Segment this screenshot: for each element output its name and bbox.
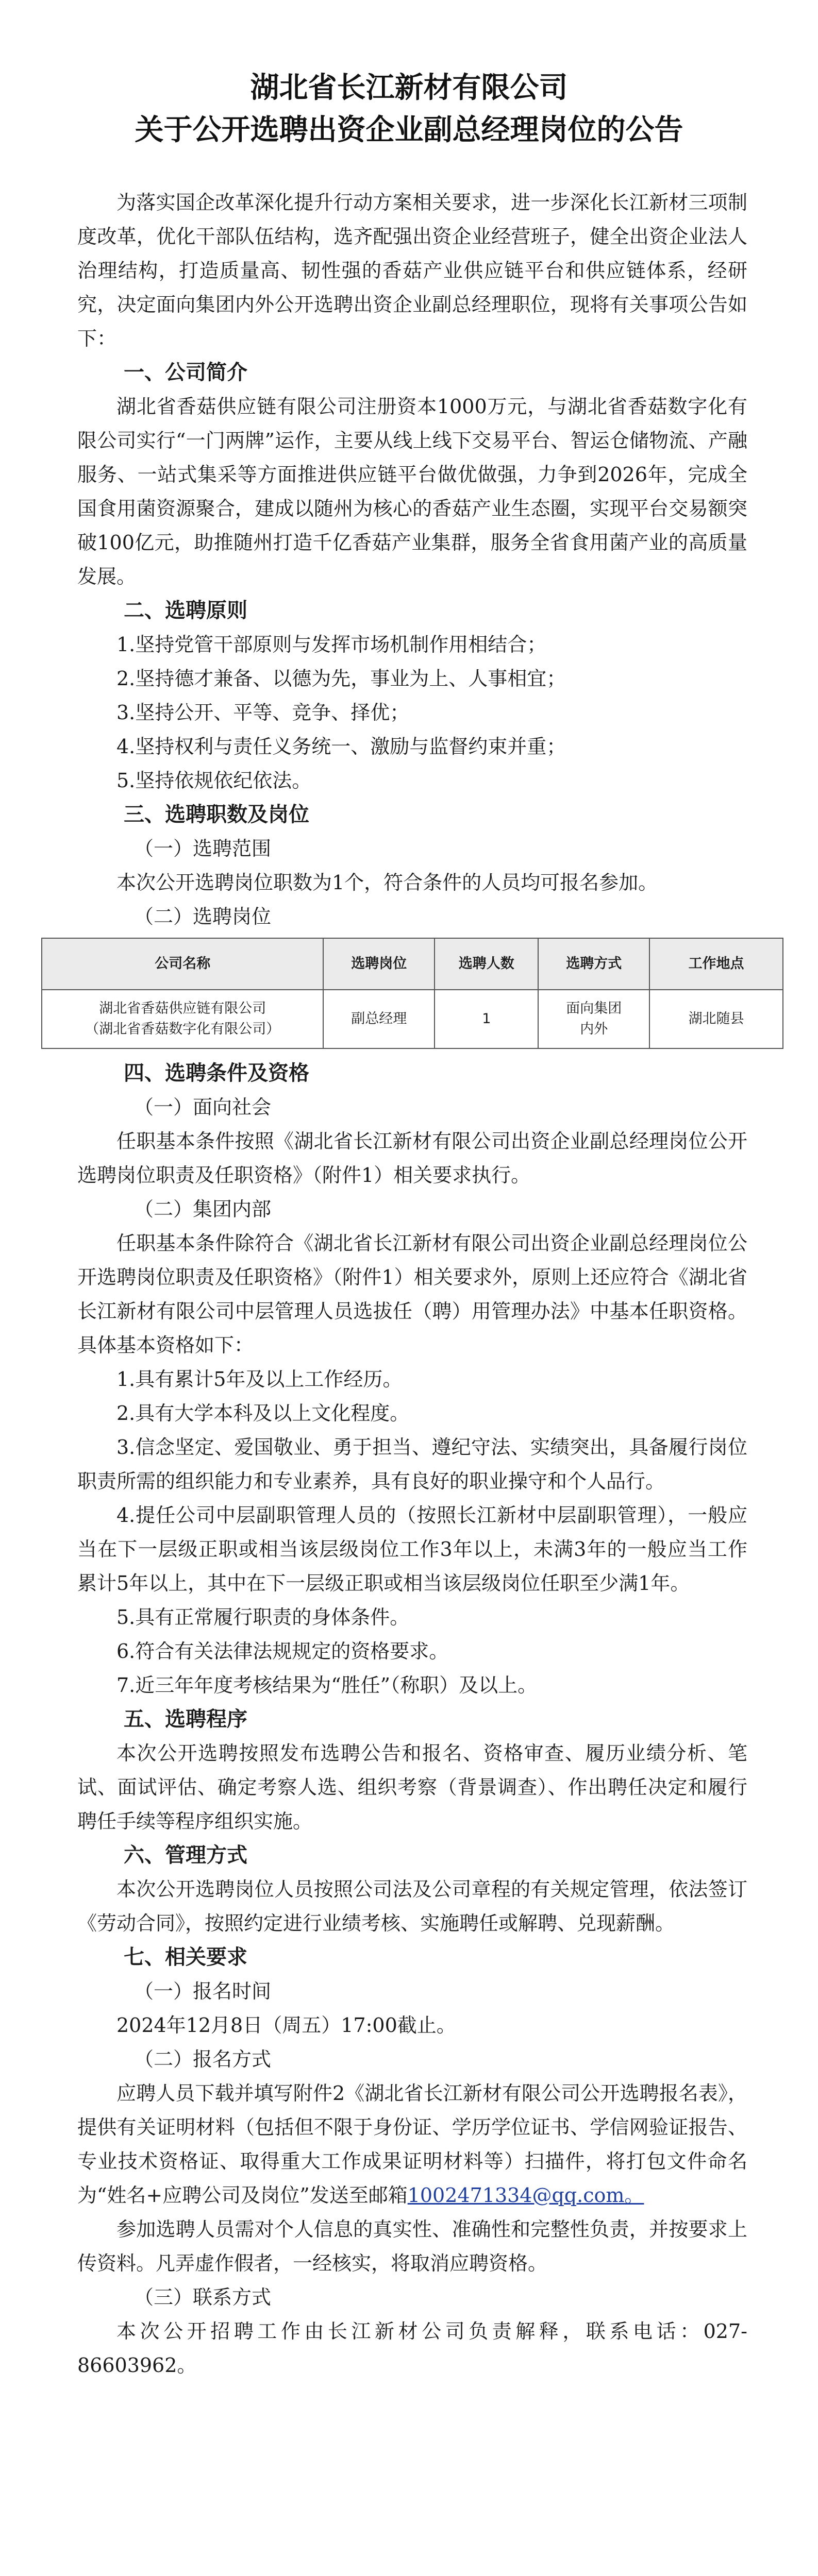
application-method-text [77, 2076, 747, 2212]
notice-title-subject: 关于公开选聘出资企业副总经理岗位的公告 [135, 113, 683, 147]
contact-text: 本次公开招聘工作由长江新材公司负责解释，联系电话：027-86603962。 [77, 2320, 747, 2377]
section-6-text: 本次公开选聘岗位人员按照公司法及公司章程的有关规定管理，依法签订《劳动合同》，按照约定进行业绩考核、实施聘任或解聘、兑现薪酬。 [77, 1878, 747, 1935]
table-header-count: 选聘人数 [435, 938, 538, 990]
principle-item: 3.坚持公开、平等、竞争、择优； [116, 701, 410, 724]
section-2-heading: 二、选聘原则 [124, 599, 247, 622]
principle-item: 4.坚持权利与责任义务统一、激励与监督约束并重； [116, 735, 566, 758]
section-1-text: 湖北省香菇供应链有限公司注册资本1000万元，与湖北省香菇数字化有限公司实行“一门两牌”运作，主要从线上线下交易平台、智运仓储物流、产融服务、一站式集采等方面推进供应链平台做优做强，力争到2026年，完成全国食用菌资源聚合，建成以随州为核心的香菇产业生态圈，实现平台交易额突破100亿元，助推随州打造千亿香菇产业集群，服务全省食用菌产业的高质量发展。 [77, 395, 747, 588]
section-7-heading: 七、相关要求 [124, 1945, 247, 1969]
principle-item: 5.坚持依规依纪依法。 [116, 769, 312, 792]
section-6-heading: 六、管理方式 [124, 1843, 247, 1867]
authenticity-text: 参加选聘人员需对个人信息的真实性、准确性和完整性负责，并按要求上传资料。凡弄虚作假者，一经核实，将取消应聘资格。 [77, 2218, 747, 2275]
qualification-item: 7.近三年年度考核结果为“胜任”（称职）及以上。 [116, 1674, 538, 1697]
section-1-heading: 一、公司简介 [124, 361, 247, 384]
cell-method-line2: 内外 [580, 1021, 608, 1037]
section-4-heading: 四、选聘条件及资格 [124, 1061, 309, 1085]
table-row [42, 990, 783, 1048]
email-link[interactable]: 1002471334@qq.com。 [407, 2184, 644, 2207]
principle-item: 2.坚持德才兼备、以德为先，事业为上、人事相宜； [116, 667, 566, 690]
section-3-sub1-heading: （一）选聘范围 [134, 837, 272, 860]
section-4-sub1-heading: （一）面向社会 [134, 1096, 272, 1118]
intro-paragraph: 为落实国企改革深化提升行动方案相关要求，进一步深化长江新材三项制度改革，优化干部队伍结构，选齐配强出资企业经营班子，健全出资企业法人治理结构，打造质量高、韧性强的香菇产业供应链平台和供应链体系，经研究，决定面向集团内外公开选聘出资企业副总经理职位，现将有关事项公告如下： [77, 191, 747, 350]
qualification-item: 3.信念坚定、爱国敬业、勇于担当、遵纪守法、实绩突出，具备履行岗位职责所需的组织能力和专业素养，具有良好的职业操守和个人品行。 [77, 1436, 747, 1493]
table-header-location: 工作地点 [649, 938, 783, 990]
notice-title-company: 湖北省长江新材有限公司 [250, 71, 568, 105]
cell-method [538, 990, 649, 1048]
cell-method-line1: 面向集团 [566, 1001, 622, 1016]
cell-company [42, 990, 323, 1048]
cell-company-line1: 湖北省香菇供应链有限公司 [99, 1001, 266, 1016]
cell-count: 1 [435, 990, 538, 1048]
qualification-item: 6.符合有关法律法规规定的资格要求。 [116, 1640, 449, 1663]
qualification-item: 4.提任公司中层副职管理人员的（按照长江新材中层副职管理），一般应当在下一层级正职或相当该层级岗位工作3年以上，未满3年的一般应当工作累计5年以上，其中在下一层级正职或相当该层级岗位任职至少满1年。 [77, 1504, 747, 1595]
table-header-company: 公司名称 [42, 938, 323, 990]
deadline-text: 2024年12月8日（周五）17:00截止。 [116, 2014, 456, 2037]
section-3-sub2-heading: （二）选聘岗位 [134, 905, 272, 928]
table-header-row [42, 938, 783, 990]
section-5-text: 本次公开选聘按照发布选聘公告和报名、资格审查、履历业绩分析、笔试、面试评估、确定考察人选、组织考察（背景调查）、作出聘任决定和履行聘任手续等程序组织实施。 [77, 1742, 747, 1833]
table-header-method: 选聘方式 [538, 938, 649, 990]
section-7-sub3-heading: （三）联系方式 [134, 2286, 272, 2309]
section-3-sub1-text: 本次公开选聘岗位职数为1个，符合条件的人员均可报名参加。 [116, 871, 658, 894]
qualification-item: 5.具有正常履行职责的身体条件。 [116, 1606, 410, 1629]
principle-item: 1.坚持党管干部原则与发挥市场机制作用相结合； [116, 633, 547, 656]
qualification-item: 1.具有累计5年及以上工作经历。 [116, 1368, 403, 1391]
section-4-sub2-text: 任职基本条件除符合《湖北省长江新材有限公司出资企业副总经理岗位公开选聘岗位职责及任职资格》（附件1）相关要求外，原则上还应符合《湖北省长江新材有限公司中层管理人员选拔任（聘）用管理办法》中基本任职资格。具体基本资格如下： [77, 1232, 747, 1357]
cell-location: 湖北随县 [649, 990, 783, 1048]
section-3-heading: 三、选聘职数及岗位 [124, 803, 309, 826]
section-7-sub2-heading: （二）报名方式 [134, 2048, 272, 2071]
application-instructions: 应聘人员下载并填写附件2《湖北省长江新材有限公司公开选聘报名表》，提供有关证明材料（包括但不限于身份证、学历学位证书、学信网验证报告、专业技术资格证、取得重大工作成果证明材料等）扫描件，将打包文件命名为“姓名+应聘公司及岗位”发送至邮箱 [77, 2082, 747, 2207]
section-4-sub1-text: 任职基本条件按照《湖北省长江新材有限公司出资企业副总经理岗位公开选聘岗位职责及任职资格》（附件1）相关要求执行。 [77, 1130, 747, 1187]
cell-company-line2: （湖北省香菇数字化有限公司） [85, 1021, 280, 1037]
section-4-sub2-heading: （二）集团内部 [134, 1198, 272, 1221]
positions-table [41, 938, 783, 1049]
table-header-post: 选聘岗位 [323, 938, 435, 990]
cell-post: 副总经理 [323, 990, 435, 1048]
notice-body [77, 185, 747, 2382]
qualification-item: 2.具有大学本科及以上文化程度。 [116, 1402, 410, 1425]
section-5-heading: 五、选聘程序 [124, 1707, 247, 1731]
section-7-sub1-heading: （一）报名时间 [134, 1980, 272, 2003]
